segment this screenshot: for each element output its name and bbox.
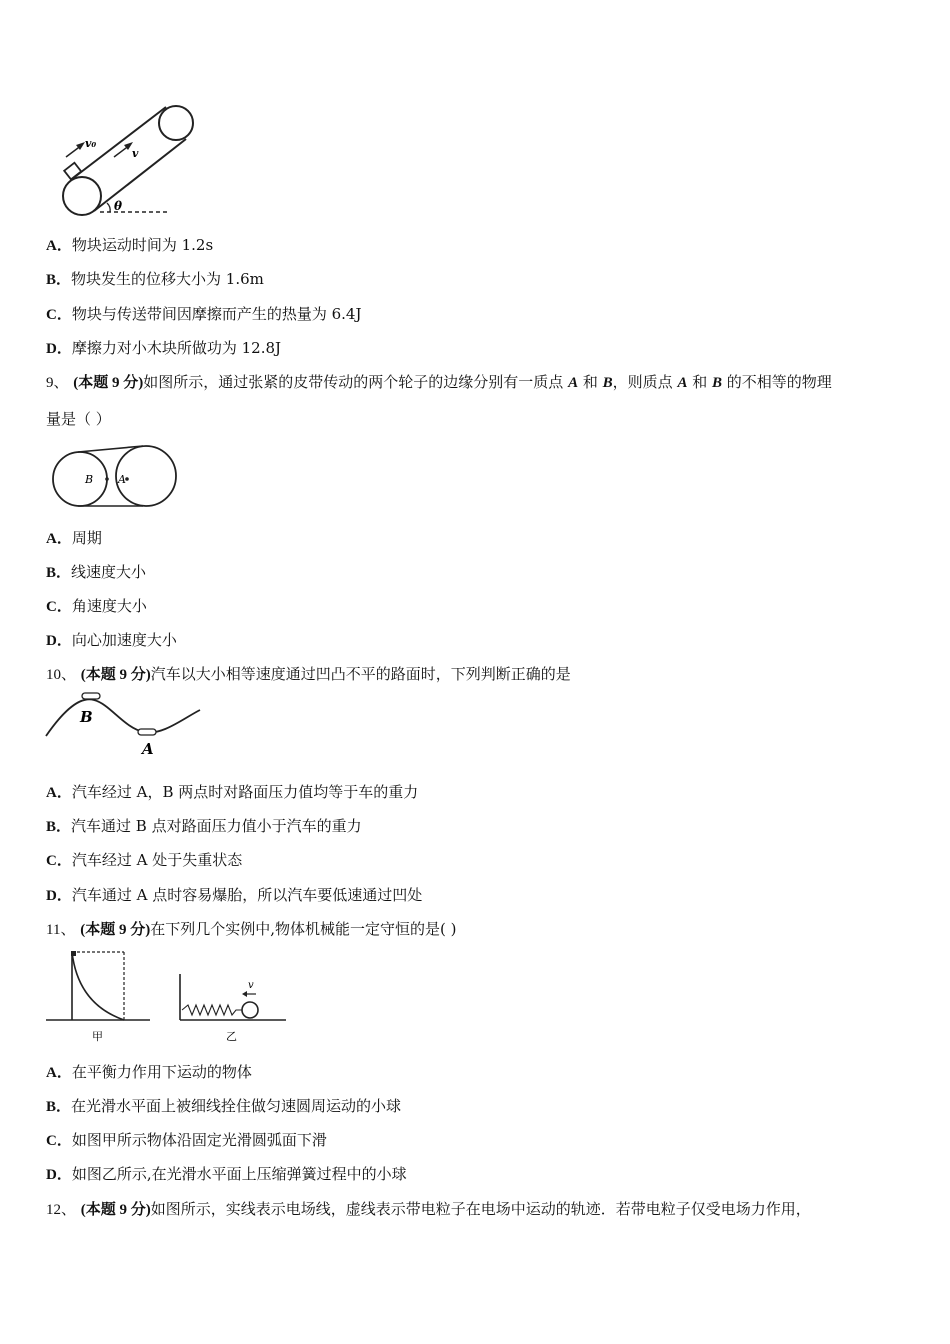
q8-option-a: A．物块运动时间为 1.2s <box>46 236 214 254</box>
q9-stem-line2: 量是（ ） <box>46 410 111 428</box>
v-label: v <box>132 147 139 160</box>
q12-stem: 12、 (本题 9 分)如图所示，实线表示电场线，虚线表示带电粒子在电场中运动的轨迹．若带电粒子仅受电场力作用， <box>46 1200 811 1218</box>
v0-label: v₀ <box>85 137 97 150</box>
q8-option-d: D．摩擦力对小木块所做功为 12.8J <box>46 339 282 357</box>
q9-option-d: D．向心加速度大小 <box>46 631 177 649</box>
conveyor-belt-figure <box>40 95 180 220</box>
q9-option-b: B．线速度大小 <box>46 563 147 581</box>
belt-pulley-figure <box>44 443 190 509</box>
q11-option-d: D．如图乙所示,在光滑水平面上压缩弹簧过程中的小球 <box>46 1165 407 1183</box>
point-b-label: B <box>80 708 93 726</box>
q11-option-a: A．在平衡力作用下运动的物体 <box>46 1063 252 1081</box>
point-a-label: A <box>118 473 126 486</box>
q11-option-b: B．在光滑水平面上被细线拴住做匀速圆周运动的小球 <box>46 1097 402 1115</box>
q9-stem: 9、 (本题 9 分)如图所示，通过张紧的皮带传动的两个轮子的边缘分别有一质点 A 和 B，则质点 A 和 B 的不相等的物理 <box>46 373 832 391</box>
point-b-label: B <box>85 473 94 486</box>
q9-option-a: A．周期 <box>46 529 102 547</box>
v-label: v <box>248 980 254 991</box>
q10-option-a: A．汽车经过 A，B 两点时对路面压力值均等于车的重力 <box>46 783 419 801</box>
q11-option-c: C．如图甲所示物体沿固定光滑圆弧面下滑 <box>46 1131 327 1149</box>
q9-option-c: C．角速度大小 <box>46 597 147 615</box>
q10-option-b: B．汽车通过 B 点对路面压力值小于汽车的重力 <box>46 817 362 835</box>
point-a-label: A <box>142 740 154 758</box>
bumpy-road-figure <box>44 690 204 758</box>
q8-option-b: B．物块发生的位移大小为 1.6m <box>46 270 264 288</box>
jia-label: 甲 <box>92 1030 103 1043</box>
q10-option-d: D．汽车通过 A 点时容易爆胎，所以汽车要低速通过凹处 <box>46 886 423 904</box>
theta-label: θ <box>114 199 123 213</box>
q11-stem: 11、 (本题 9 分)在下列几个实例中,物体机械能一定守恒的是( ) <box>46 920 457 938</box>
figure-yi <box>172 968 290 1048</box>
figure-jia <box>44 948 154 1048</box>
q10-option-c: C．汽车经过 A 处于失重状态 <box>46 851 243 869</box>
q10-stem: 10、 (本题 9 分)汽车以大小相等速度通过凹凸不平的路面时，下列判断正确的是 <box>46 665 571 683</box>
yi-label: 乙 <box>226 1030 237 1043</box>
q8-option-c: C．物块与传送带间因摩擦而产生的热量为 6.4J <box>46 305 362 323</box>
